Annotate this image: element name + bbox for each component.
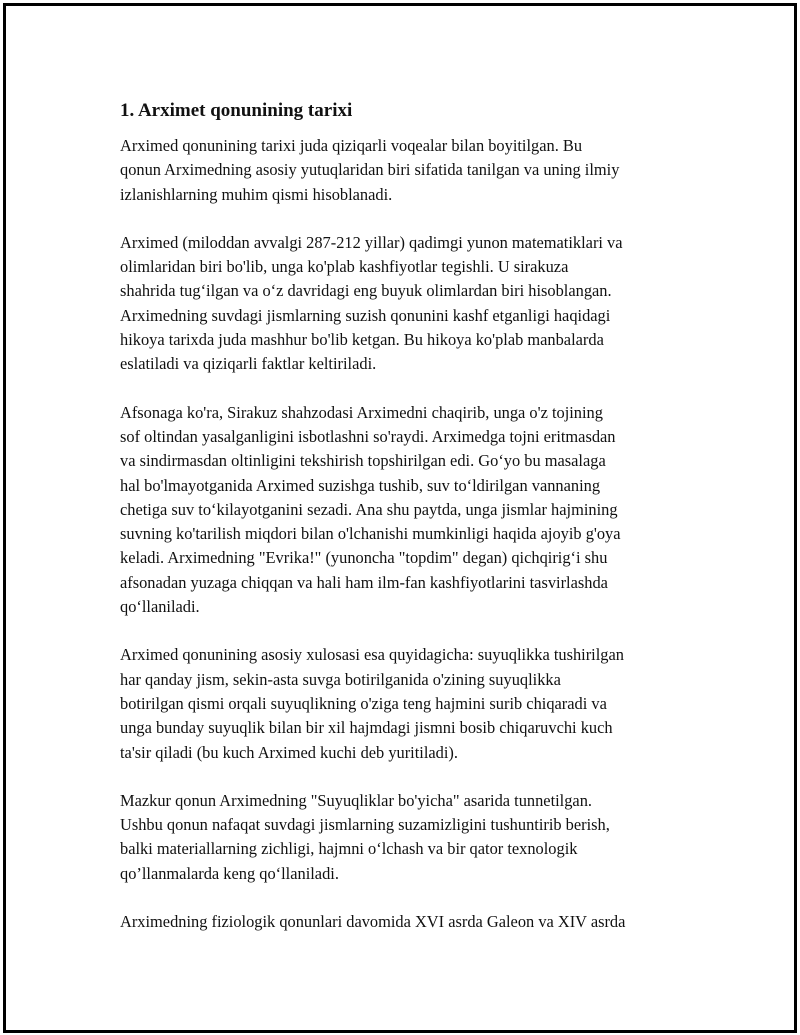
paragraph-continuation: Arximedning fiziologik qonunlari davomida XVI asrda Galeon va XIV asrda [120, 912, 626, 932]
paragraph-applications: Mazkur qonun Arximedning "Suyuqliklar bo'yicha" asarida tunnetilgan. Ushbu qonun nafaqat suvdagi jismlarning suzamizligini tushuntirib berish, balki materiallarning zichligi, hajmni o‘lchash va bir qator texnologik qo’llanmalarda keng qo‘llaniladi. [120, 790, 610, 883]
paragraph-law-conclusion: Arximed qonunining asosiy xulosasi esa quyidagicha: suyuqlikka tushirilgan har qanday jism, sekin-asta suvga botirilganida o'zining suyuqlikka botirilgan qismi orqali suyuqlikning o'ziga teng hajmini surib chiqaradi va unga bunday suyuqlik bilan bir xil hajmdagi jismni bosib chiqaruvchi kuch ta'sir qiladi (bu kuch Arximed kuchi deb yuritiladi). [120, 645, 624, 762]
section-heading: 1. Arximet qonunining tarixi [120, 100, 353, 121]
paragraph-intro: Arximed qonunining tarixi juda qiziqarli voqealar bilan boyitilgan. Bu qonun Arximedning asosiy yutuqlaridan biri sifatida tanilgan va uning ilmiy izlanishlarning muhim qismi hisoblanadi. [120, 136, 620, 204]
document-body [120, 98, 700, 958]
page-frame [3, 3, 797, 1033]
paragraph-biography: Arximed (miloddan avvalgi 287-212 yillar) qadimgi yunon matematiklari va olimlaridan biri bo'lib, unga ko'plab kashfiyotlar tegishli. U sirakuza shahrida tug‘ilgan va o‘z davridagi eng buyuk olimlardan biri hisoblangan. Arximedning suvdagi jismlarning suzish qonunini kashf etganligi haqidagi hikoya tarixda juda mashhur bo'lib ketgan. Bu hikoya ko'plab manbalarda eslatiladi va qiziqarli faktlar keltiriladi. [120, 232, 623, 374]
paragraph-legend: Afsonaga ko'ra, Sirakuz shahzodasi Arximedni chaqirib, unga o'z tojining sof oltindan yasalganligini isbotlashni so'raydi. Arximedga tojni eritmasdan va sindirmasdan oltinligini tekshirish topshirilgan edi. Go‘yo bu masalaga hal bo'lmayotganida Arximed suzishga tushib, suv to‘ldirilgan vannaning chetiga suv to‘kilayotganini sezadi. Ana shu paytda, unga jismlar hajmining suvning ko'tarilish miqdori bilan o'lchanishi mumkinligi haqida ajoyib g'oya keladi. Arximedning "Evrika!" (yunoncha "topdim" degan) qichqirig‘i shu afsonadan yuzaga chiqqan va hali ham ilm-fan kashfiyotlarini tasvirlashda qo‘llaniladi. [120, 402, 621, 617]
